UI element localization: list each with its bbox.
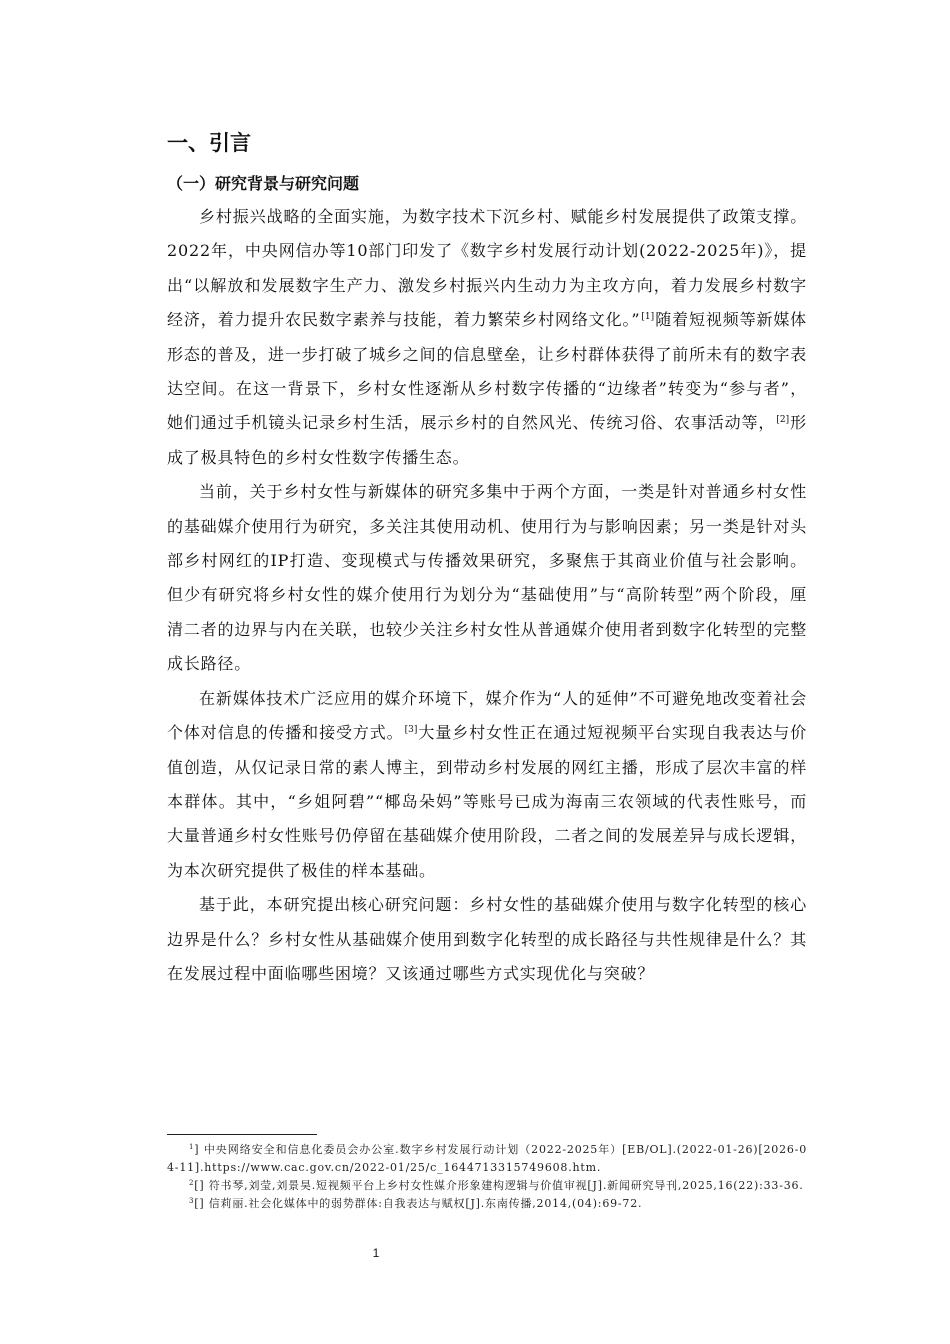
paragraph-text: 当前，关于乡村女性与新媒体的研究多集中于两个方面，一类是针对普通乡村女性的基础媒介使用行为研究，多关注其使用动机、使用行为与影响因素；另一类是针对头部乡村网红的IP打造、变现模式与传播效果研究，多聚焦于其商业价值与社会影响。但少有研究将乡村女性的媒介使用行为划分为“基础使用”与“高阶转型”两个阶段，厘清二者的边界与内在关联，也较少关注乡村女性从普通媒介使用者到数字化转型的完整成长路径。: [167, 482, 807, 674]
footnote-item: [167, 1195, 807, 1213]
footnote-divider: [167, 1134, 317, 1135]
footnote-bracket: []: [194, 1197, 205, 1210]
paragraph-media-environment: [167, 682, 807, 888]
main-content: [167, 128, 807, 991]
paragraph-text: 随着短视频等新媒体形态的普及，进一步打破了城乡之间的信息壁垒，让乡村群体获得了前所未有的数字表达空间。在这一背景下，乡村女性逐渐从乡村数字传播的“边缘者”转变为“参与者”，她们通过手机镜头记录乡村生活，展示乡村的自然风光、传统习俗、农事活动等，: [167, 310, 807, 433]
footnote-text: 符书琴,刘莹,刘景昊.短视频平台上乡村女性媒介形象建构逻辑与价值审视[J].新闻研究导刊,2025,16(22):33-36.: [204, 1179, 804, 1192]
page-number: 1: [372, 1246, 380, 1260]
footnote-item: [167, 1177, 807, 1195]
footnote-mark: 3: [189, 1197, 195, 1205]
paragraph-literature: [167, 475, 807, 681]
paragraph-text: 基于此，本研究提出核心研究问题：乡村女性的基础媒介使用与数字化转型的核心边界是什么？乡村女性从基础媒介使用到数字化转型的成长路径与共性规律是什么？其在发展过程中面临哪些困境？又该通过哪些方式实现优化与突破？: [167, 895, 807, 983]
footnote-mark: 2: [189, 1179, 195, 1187]
paragraph-research-question: [167, 888, 807, 991]
paragraph-text: 乡村振兴战略的全面实施，为数字技术下沉乡村、赋能乡村发展提供了政策支撑。2022年，中央网信办等10部门印发了《数字乡村发展行动计划(2022-2025年)》，提出“以解放和发展数字生产力、激发乡村振兴内生动力为主攻方向，着力发展乡村数字经济，着力提升农民数字素养与技能，着力繁荣乡村网络文化。”: [167, 207, 807, 330]
footnote-text: 信莉丽.社会化媒体中的弱势群体:自我表达与赋权[J].东南传播,2014,(04):69-72.: [204, 1197, 643, 1210]
footnotes: [167, 1134, 807, 1213]
section-title: 一、引言: [167, 131, 251, 155]
citation-ref[interactable]: [2]: [776, 415, 790, 426]
paragraph-text: 形成了极具特色的乡村女性数字传播生态。: [167, 413, 807, 467]
citation-ref[interactable]: [1]: [641, 312, 655, 323]
paragraph-background: [167, 200, 807, 475]
footnote-bracket: ]: [194, 1143, 200, 1156]
subsection-title: （一）研究背景与研究问题: [167, 174, 360, 193]
footnote-item: [167, 1141, 807, 1177]
paragraph-text: 在新媒体技术广泛应用的媒介环境下，媒介作为“人的延伸”不可避免地改变着社会个体对信息的传播和接受方式。: [167, 688, 807, 743]
paragraph-text: 大量乡村女性正在通过短视频平台实现自我表达与价值创造，从仅记录日常的素人博主，到带动乡村发展的网红主播，形成了层次丰富的样本群体。其中，“乡姐阿碧”“椰岛朵妈”等账号已成为海南三农领域的代表性账号，而大量普通乡村女性账号仍停留在基础媒介使用阶段，二者之间的发展差异与成长逻辑，为本次研究提供了极佳的样本基础。: [167, 723, 807, 880]
footnote-mark: 1: [189, 1143, 195, 1151]
footnote-text: 中央网络安全和信息化委员会办公室.数字乡村发展行动计划（2022-2025年）[EB/OL].(2022-01-26)[2026-04-11].https://www.cac.gov.cn/2022-01/25/c_1644713315749608.htm.: [167, 1143, 807, 1174]
footnote-bracket: []: [194, 1179, 205, 1192]
citation-ref[interactable]: [3]: [404, 725, 418, 736]
